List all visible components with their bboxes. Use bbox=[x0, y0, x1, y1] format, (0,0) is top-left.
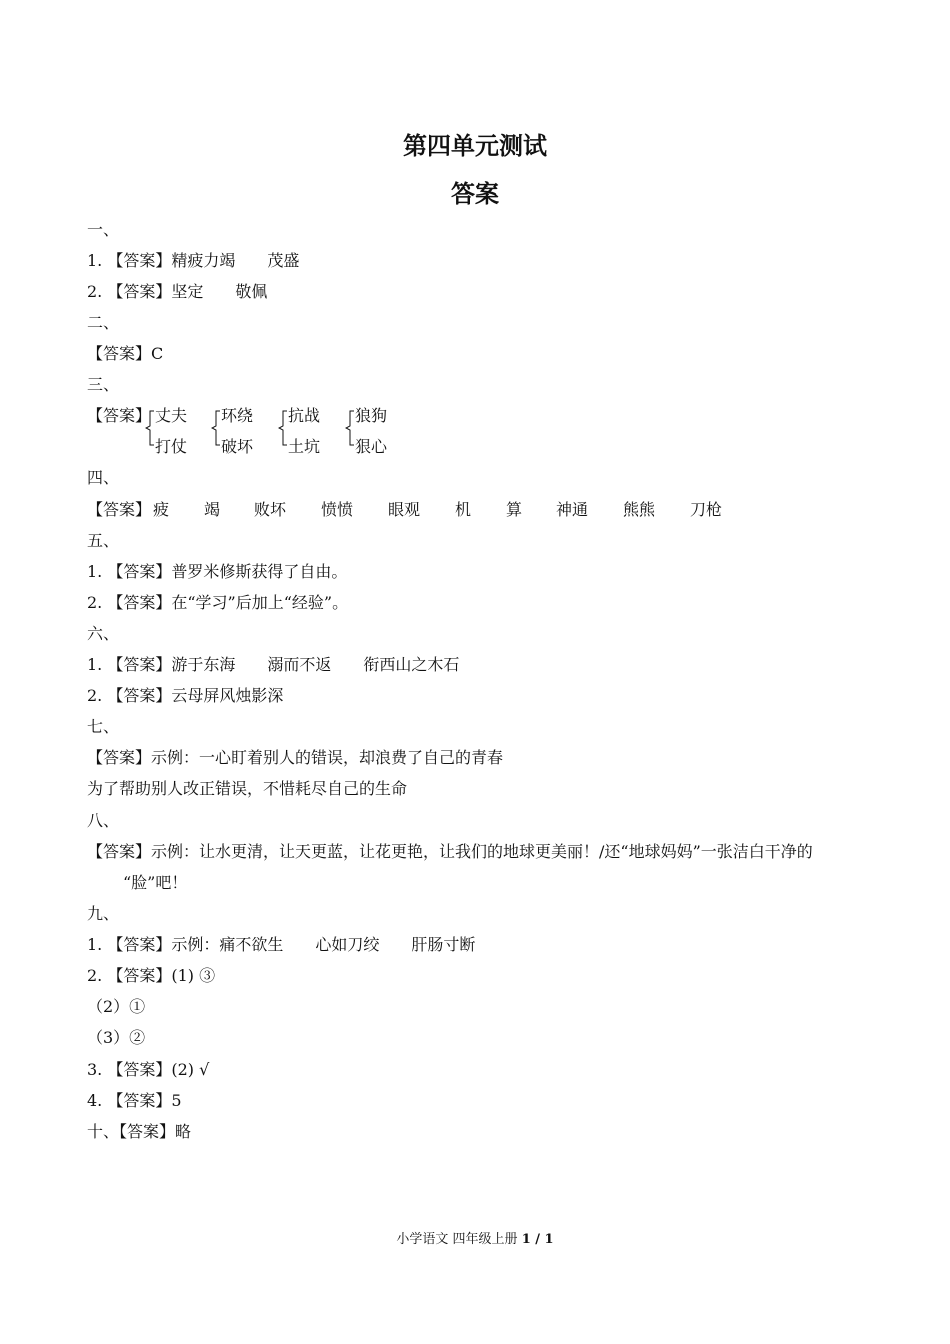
word: 疲 bbox=[153, 500, 170, 519]
answer-text: 1. 【答案】精疲力竭 bbox=[87, 251, 236, 270]
word: 竭 bbox=[204, 500, 221, 519]
section-3-label: 【答案】 bbox=[87, 406, 152, 425]
word-pair-top: 抗战 bbox=[288, 406, 321, 425]
page-title: 第四单元测试 bbox=[403, 132, 547, 160]
answer-text: 1. 【答案】示例：痛不欲生 bbox=[87, 935, 284, 954]
word: 眼观 bbox=[388, 500, 421, 519]
section-9-q1 bbox=[87, 935, 475, 955]
section-2-answer: 【答案】C bbox=[87, 344, 164, 363]
page-subtitle: 答案 bbox=[451, 180, 499, 208]
answer-text: 衔西山之木石 bbox=[363, 655, 460, 674]
section-1-heading: 一、 bbox=[87, 220, 120, 239]
word-pair-bottom: 狠心 bbox=[355, 437, 388, 456]
section-3-heading: 三、 bbox=[87, 375, 120, 394]
section-8-answer-2: “脸”吧！ bbox=[123, 873, 188, 892]
section-6-q2: 2. 【答案】云母屏风烛影深 bbox=[87, 686, 284, 705]
brace-icon bbox=[278, 410, 288, 446]
section-5-q1: 1. 【答案】普罗米修斯获得了自由。 bbox=[87, 562, 348, 581]
answer-text: 茂盛 bbox=[267, 251, 300, 270]
word: 刀枪 bbox=[690, 500, 723, 519]
section-9-heading: 九、 bbox=[87, 904, 120, 923]
section-10: 十、【答案】略 bbox=[87, 1122, 192, 1141]
section-9-q3: 3. 【答案】(2) √ bbox=[87, 1060, 210, 1079]
answer-text: 1. 【答案】游于东海 bbox=[87, 655, 236, 674]
section-2-heading: 二、 bbox=[87, 313, 120, 332]
word: 熊熊 bbox=[623, 500, 656, 519]
section-1-q2 bbox=[87, 282, 267, 302]
page-number: 1 / 1 bbox=[521, 1232, 554, 1247]
brace-icon bbox=[345, 410, 355, 446]
section-7-answer-1: 【答案】示例：一心盯着别人的错误，却浪费了自己的青春 bbox=[87, 748, 504, 767]
answer-text: 心如刀绞 bbox=[315, 935, 380, 954]
section-7-answer-2: 为了帮助别人改正错误，不惜耗尽自己的生命 bbox=[87, 779, 408, 798]
word: 败坏 bbox=[254, 500, 287, 519]
section-5-q2: 2. 【答案】在“学习”后加上“经验”。 bbox=[87, 593, 349, 612]
section-9-q2: 2. 【答案】(1) ③ bbox=[87, 966, 216, 985]
word: 神通 bbox=[556, 500, 589, 519]
word: 算 bbox=[506, 500, 523, 519]
section-9-q2-3: （3）② bbox=[87, 1028, 146, 1047]
section-7-heading: 七、 bbox=[87, 717, 120, 736]
section-1-q1 bbox=[87, 251, 299, 271]
section-6-q1 bbox=[87, 655, 459, 675]
section-9-q4: 4. 【答案】5 bbox=[87, 1091, 182, 1110]
word-pair-top: 丈夫 bbox=[155, 406, 188, 425]
word-pair-bottom: 打仗 bbox=[155, 437, 188, 456]
answer-text: 敬佩 bbox=[235, 282, 268, 301]
section-4-label: 【答案】 bbox=[87, 500, 152, 519]
answer-text: 肝肠寸断 bbox=[411, 935, 476, 954]
section-5-heading: 五、 bbox=[87, 531, 120, 550]
section-6-heading: 六、 bbox=[87, 624, 120, 643]
word-pair-bottom: 土坑 bbox=[288, 437, 321, 456]
brace-icon bbox=[145, 410, 155, 446]
section-4-heading: 四、 bbox=[87, 468, 120, 487]
section-8-answer-1: 【答案】示例：让水更清，让天更蓝，让花更艳，让我们的地球更美丽！/还“地球妈妈”一张洁白干净的 bbox=[87, 842, 813, 861]
section-9-q2-2: （2）① bbox=[87, 997, 146, 1016]
answer-text: 溺而不返 bbox=[267, 655, 332, 674]
word: 机 bbox=[455, 500, 472, 519]
page-footer bbox=[0, 1228, 950, 1247]
section-8-heading: 八、 bbox=[87, 811, 120, 830]
word-pair-top: 狼狗 bbox=[355, 406, 388, 425]
brace-icon bbox=[211, 410, 221, 446]
answer-text: 2. 【答案】坚定 bbox=[87, 282, 204, 301]
word-pair-top: 环绕 bbox=[221, 406, 254, 425]
footer-text: 小学语文 四年级上册 bbox=[396, 1232, 518, 1247]
word: 愤愤 bbox=[321, 500, 354, 519]
word-pair-bottom: 破坏 bbox=[221, 437, 254, 456]
